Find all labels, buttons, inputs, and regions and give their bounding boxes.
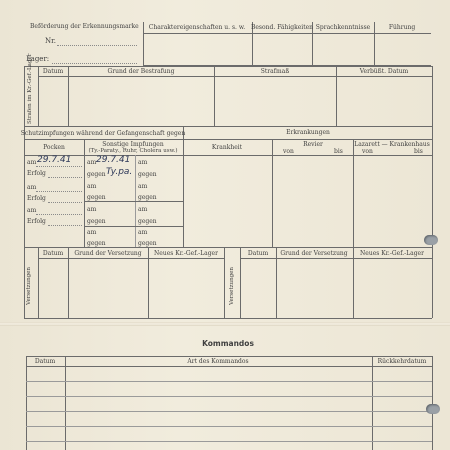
punch-hole-lower [426, 404, 440, 414]
sonstige-am-1a: am [87, 159, 97, 166]
lager-label: Lager: [26, 55, 50, 63]
sonstige-gegen-handwritten: Ty.pa. [106, 167, 133, 177]
strafen-datum: Datum [42, 68, 64, 75]
pocken-am-2: am [27, 184, 37, 191]
sonstige-subheader: (Ty.-Paraty., Ruhr, Cholera usw.) [88, 148, 178, 154]
sonstige-gegen-1b: gegen [138, 171, 157, 178]
sonstige-am-4b: am [138, 229, 148, 236]
sprachkenntnisse-header: Sprachkenntnisse [315, 24, 371, 31]
versetzungen-side-label-right: Versetzungen [229, 267, 235, 305]
sonstige-gegen-4b: gegen [138, 240, 157, 247]
kommandos-rueckkehr: Rückkehrdatum [377, 358, 427, 365]
charakter-header: Charaktereigenschaften u. s. w. [148, 24, 246, 31]
sonstige-gegen-2b: gegen [138, 194, 157, 201]
kommandos-title: Kommandos [202, 339, 254, 348]
kommandos-datum: Datum [34, 358, 56, 365]
strafen-grund: Grund der Bestrafung [107, 68, 175, 75]
lager-line [52, 63, 137, 64]
pocken-am-1: am [27, 159, 37, 166]
punch-hole-upper [424, 235, 438, 245]
sonstige-gegen-2a: gegen [87, 194, 106, 201]
strafen-strafmass: Strafmaß [260, 68, 290, 75]
erkrankungen-header: Erkrankungen [286, 129, 330, 136]
revier-header: Revier [303, 141, 323, 148]
sonstige-gegen-4a: gegen [87, 240, 106, 247]
pocken-header: Pocken [43, 144, 65, 151]
paper-fold [0, 322, 450, 326]
sonstige-gegen-3a: gegen [87, 218, 106, 225]
sonstige-gegen-1a: gegen [87, 171, 106, 178]
versetzung-neues-left: Neues Kr.-Gef.-Lager [154, 250, 218, 257]
versetzung-datum-left: Datum [42, 250, 64, 257]
sonstige-am-2b: am [138, 183, 148, 190]
revier-von: von [283, 148, 294, 155]
lazarett-header: Lazarett — Krankenhaus [354, 141, 430, 148]
versetzung-grund-left: Grund der Versetzung [74, 250, 142, 257]
versetzung-neues-right: Neues Kr.-Gef.-Lager [360, 250, 424, 257]
befoerderung-label: Beförderung der Erkennungsmarke [30, 23, 139, 30]
strafen-verbuesst: Verbüßt. Datum [359, 68, 409, 75]
nr-label: Nr. [45, 37, 56, 45]
pocken-erfolg-2: Erfolg [27, 195, 46, 202]
faehigkeiten-header: Besond. Fähigkeiten [250, 24, 314, 31]
pocken-date-handwritten: 29.7.41 [37, 155, 72, 165]
sonstige-gegen-3b: gegen [138, 218, 157, 225]
pocken-erfolg-1: Erfolg [27, 170, 46, 177]
sonstige-am-2a: am [87, 183, 97, 190]
nr-line [57, 45, 137, 46]
versetzung-grund-right: Grund der Versetzung [280, 250, 348, 257]
pocken-erfolg-3: Erfolg [27, 218, 46, 225]
sonstige-header: Sonstige Impfungen [102, 141, 164, 148]
sonstige-am-1b: am [138, 159, 148, 166]
sonstige-date-handwritten: 29.7.41 [96, 155, 131, 165]
impfungen-header: Schutzimpfungen während der Gefangenschaft gegen [20, 130, 186, 137]
versetzungen-side-label-left: Versetzungen [26, 267, 32, 305]
sonstige-am-3a: am [87, 206, 97, 213]
sonstige-am-3b: am [138, 206, 148, 213]
fuehrung-header: Führung [388, 24, 416, 31]
revier-bis: bis [334, 148, 343, 155]
kommandos-art: Art des Kommandos [187, 358, 249, 365]
versetzung-datum-right: Datum [247, 250, 269, 257]
lazarett-von: von [362, 148, 373, 155]
krankheit-header: Krankheit [211, 144, 243, 151]
lazarett-bis: bis [414, 148, 423, 155]
strafen-side-label: Strafen im Kr.-Gef.-Lager [27, 53, 33, 124]
sonstige-am-4a: am [87, 229, 97, 236]
pocken-am-3: am [27, 207, 37, 214]
